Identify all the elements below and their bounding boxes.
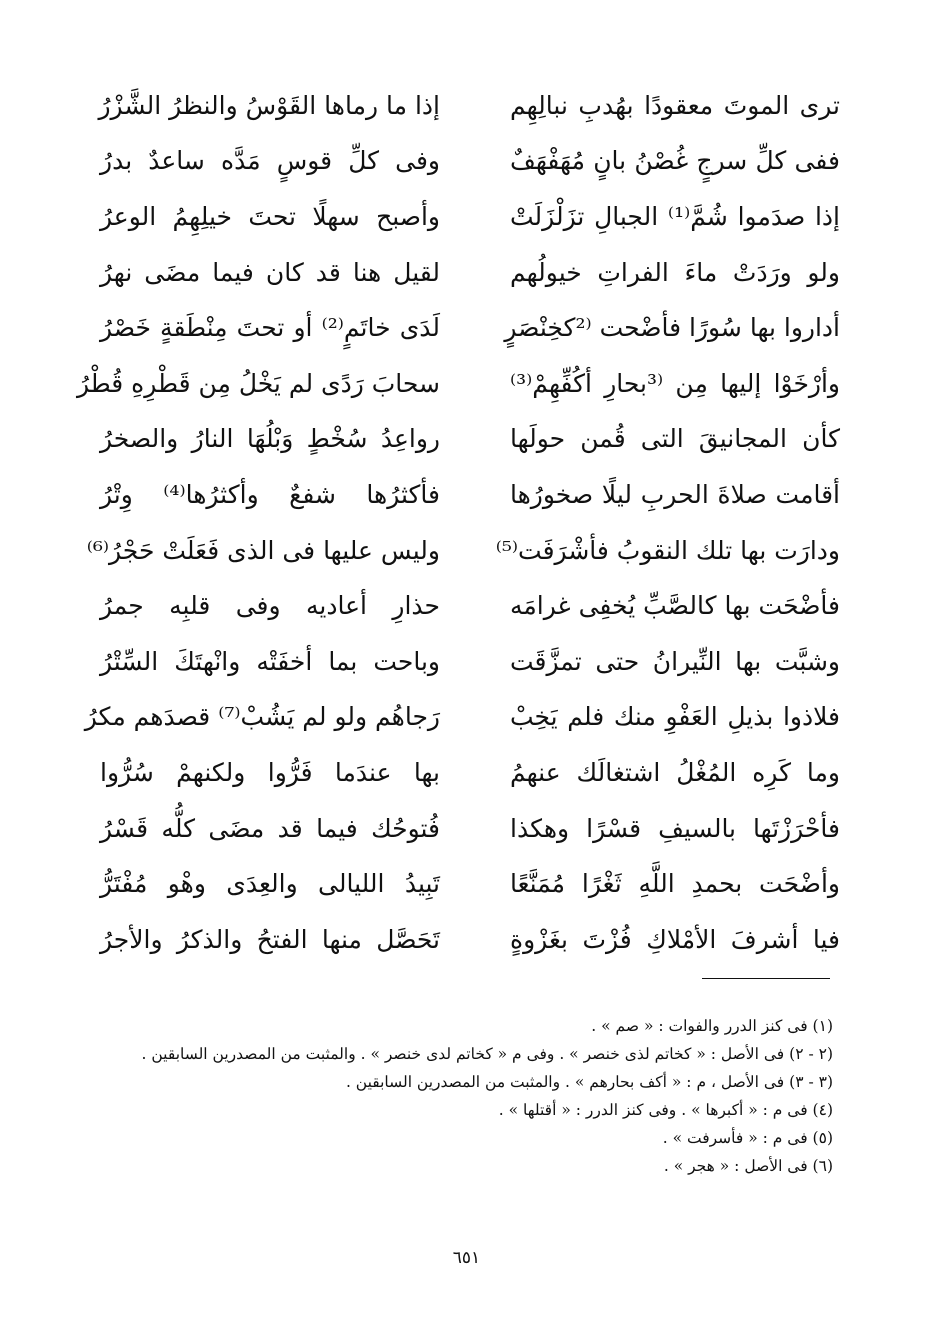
verse	[84, 690, 840, 746]
verse-first-hemistich: فأضْحَت بها كالصَّبِّ يُخفِى غرامَه	[510, 591, 840, 621]
footnote: (١) فى كنز الدرر والفوات : « صم » .	[591, 1017, 833, 1035]
verse	[100, 912, 840, 968]
verse-first-hemistich: إذا صدَموا شُمَّ⁽¹⁾ الجبالِ تزَلْزَلَتْ	[510, 201, 841, 231]
verse-second-hemistich: تَحَصَّل منها الفتحُ والذكرُ والأجرُ	[100, 924, 440, 954]
verse	[86, 523, 840, 579]
verse-first-hemistich: وشبَّت بها النِّيرانُ حتى تمزَّقَت	[510, 646, 840, 676]
verse	[100, 578, 840, 634]
footnote: (٢ - ٢) فى الأصل : « كخاتم لذى خنصر » . وفى م « كخاتم لدى خنصر » . والمثبت من المصدرين السابقين .	[141, 1045, 833, 1063]
verse-second-hemistich: لقيل هنا قد كان فيما مضَى نهرُ	[100, 257, 440, 287]
verse-second-hemistich: حذارِ أعاديه وفى قلبِه جمرُ	[100, 591, 440, 621]
verse	[100, 467, 840, 523]
verse-first-hemistich: ولو ورَدَتْ ماءَ الفراتِ خيولُهم	[510, 257, 840, 287]
poem	[76, 78, 841, 968]
verse-first-hemistich: وما كَرِه المُغْلُ اشتغالَك عنهمُ	[510, 757, 840, 787]
verse-first-hemistich: أداروا بها سُورًا فأضْحت ⁽²كخِنْصَرٍ	[504, 313, 840, 343]
verse-first-hemistich: فأحْرَزْتَها بالسيفِ قسْرًا وهكذا	[510, 813, 840, 843]
verse-second-hemistich: فُتوحُك فيما قد مضَى كلُّه قَسْرُ	[100, 813, 440, 843]
verse	[100, 245, 840, 301]
verse-first-hemistich: وأضْحَت بحمدِ اللَّهِ ثَغْرًا مُمَنَّعًا	[510, 869, 840, 899]
verse-first-hemistich: ففى كلِّ سرجٍ غُصْنُ بانٍ مُهَفْهَفٌ	[510, 146, 840, 176]
verse-second-hemistich: وفى كلِّ قوسٍ مَدَّه ساعدٌ بدرُ	[100, 146, 440, 176]
verse	[100, 801, 840, 857]
verse-second-hemistich: تَبِيدُ الليالى والعِدَى وهْو مُفْتَرُّ	[100, 869, 440, 899]
verse	[100, 300, 840, 356]
verse-first-hemistich: ودارَت بها تلك النقوبُ فأشْرَفَت⁽⁵⁾	[495, 535, 840, 565]
verse	[100, 745, 840, 801]
verse	[100, 78, 840, 134]
verse	[76, 356, 841, 412]
verse-second-hemistich: سحابَ رَدًى لم يَخْلُ مِن قَطْرِهِ قُطْرُ	[76, 368, 440, 398]
verse-first-hemistich: كأن المجانيقَ التى قُمن حولَها	[510, 424, 840, 454]
verse-second-hemistich: وليس عليها فى الذى فَعَلَتْ حَجْرُ⁽⁶⁾	[86, 535, 440, 565]
verse-second-hemistich: وأصبح سهلًا تحتَ خيلِهِمُ الوعرُ	[100, 201, 440, 231]
verse-first-hemistich: فلاذوا بذيلِ العَفْوِ منك فلم يَخِبْ	[510, 702, 840, 732]
footnote: (٥) فى م : « فأسرفت » .	[662, 1129, 833, 1147]
verse-first-hemistich: وأرْخَوْا إليها مِن ⁽³بحارِ أكُفِّهِمْ⁽³⁾	[510, 368, 841, 398]
verse-second-hemistich: إذا ما رماها القَوْسُ والنظرُ الشَّزْرُ	[98, 90, 440, 120]
verse-first-hemistich: فيا أشرفَ الأمْلاكِ فُزْتَ بغَزْوةٍ	[510, 924, 840, 954]
footnote: (٤) فى م : « أكبرها » . وفى كنز الدرر : « أقتلها » .	[498, 1101, 833, 1119]
verse	[100, 412, 840, 468]
verse-second-hemistich: وباحت بما أخفَتْه وانْهتَكَ السِّتْرُ	[100, 646, 440, 676]
verse-first-hemistich: ترى الموتَ معقودًا بهُدبِ نبالِهِم	[510, 90, 840, 120]
verse-second-hemistich: رَجاهُم ولو لم يَشُبْ⁽⁷⁾ قصدَهم مكرُ	[84, 702, 440, 732]
verse	[100, 856, 840, 912]
footnote-divider	[702, 978, 830, 979]
verse-first-hemistich: أقامت صلاةَ الحربِ ليلًا صخورُها	[510, 479, 840, 509]
footnote: (٦) فى الأصل : « هجر » .	[663, 1157, 833, 1175]
verse-second-hemistich: رواعِدُ سُخْطٍ وَبْلُهَا النارُ والصخرُ	[100, 424, 440, 454]
verse	[100, 189, 840, 245]
page-number: ٦٥١	[452, 1248, 481, 1268]
verse-second-hemistich: لَدَى خاتَمٍ⁽²⁾ أو تحتَ مِنْطَقةٍ خَصْرُ	[100, 313, 441, 343]
footnote: (٣ - ٣) فى الأصل ، م : « أكف بحارهم » . والمثبت من المصدرين السابقين .	[345, 1073, 833, 1091]
verse-second-hemistich: فأكثرُها شفعٌ وأكثرُها⁽⁴⁾ وِتْرُ	[100, 479, 440, 509]
verse-second-hemistich: بها عندَما فَرُّوا ولكنهمْ سُرُّوا	[100, 757, 440, 787]
verse	[100, 634, 840, 690]
verse	[100, 134, 840, 190]
footnotes	[93, 1012, 833, 1180]
